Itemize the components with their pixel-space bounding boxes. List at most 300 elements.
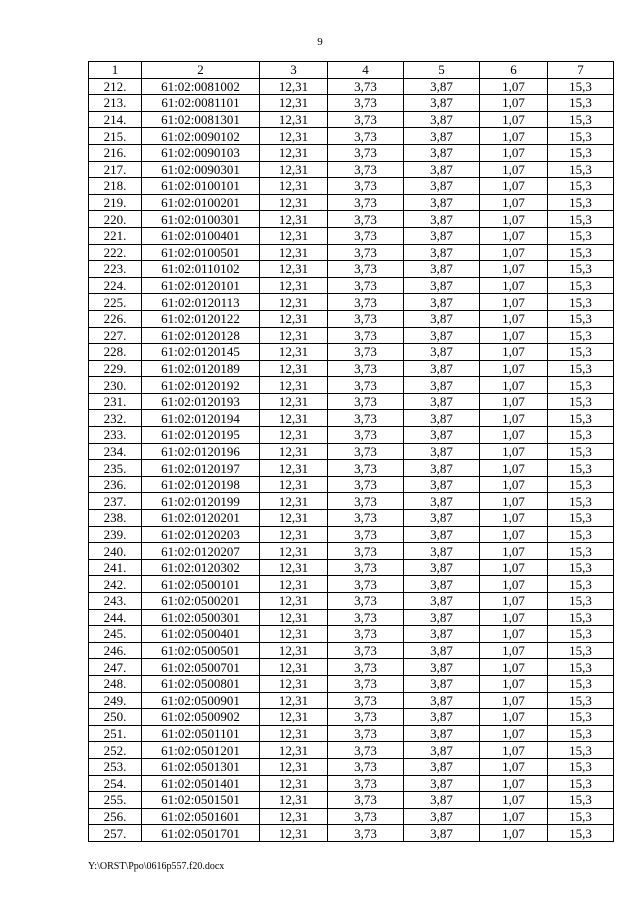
table-cell: 12,31 bbox=[260, 277, 328, 294]
table-cell: 15,3 bbox=[548, 808, 614, 825]
table-row bbox=[89, 593, 614, 610]
table-cell: 1,07 bbox=[480, 775, 548, 792]
table-cell: 3,87 bbox=[404, 294, 480, 311]
table-cell: 61:02:0081002 bbox=[142, 78, 260, 95]
table-cell: 15,3 bbox=[548, 775, 614, 792]
table-cell: 12,31 bbox=[260, 460, 328, 477]
table-cell: 1,07 bbox=[480, 310, 548, 327]
table-cell: 1,07 bbox=[480, 659, 548, 676]
table-cell: 3,87 bbox=[404, 543, 480, 560]
table-cell: 12,31 bbox=[260, 161, 328, 178]
table-cell: 15,3 bbox=[548, 642, 614, 659]
table-row bbox=[89, 111, 614, 128]
table-cell: 61:02:0090102 bbox=[142, 128, 260, 145]
table-row bbox=[89, 825, 614, 842]
table-row bbox=[89, 559, 614, 576]
table-cell: 12,31 bbox=[260, 476, 328, 493]
table-cell: 1,07 bbox=[480, 626, 548, 643]
table-cell: 1,07 bbox=[480, 178, 548, 195]
table-cell: 1,07 bbox=[480, 742, 548, 759]
table-cell: 3,73 bbox=[328, 277, 404, 294]
table-cell: 1,07 bbox=[480, 227, 548, 244]
table-cell: 1,07 bbox=[480, 393, 548, 410]
table-cell: 61:02:0120195 bbox=[142, 427, 260, 444]
table-cell: 247. bbox=[89, 659, 142, 676]
table-cell: 3,87 bbox=[404, 427, 480, 444]
table-cell: 3,73 bbox=[328, 310, 404, 327]
table-row bbox=[89, 609, 614, 626]
table-cell: 213. bbox=[89, 95, 142, 112]
table-cell: 3,73 bbox=[328, 543, 404, 560]
table-cell: 15,3 bbox=[548, 725, 614, 742]
table-cell: 12,31 bbox=[260, 775, 328, 792]
table-cell: 1,07 bbox=[480, 128, 548, 145]
table-cell: 3,87 bbox=[404, 95, 480, 112]
table-cell: 3,73 bbox=[328, 692, 404, 709]
table-cell: 249. bbox=[89, 692, 142, 709]
table-cell: 12,31 bbox=[260, 95, 328, 112]
table-cell: 3,87 bbox=[404, 758, 480, 775]
table-cell: 12,31 bbox=[260, 294, 328, 311]
table-cell: 228. bbox=[89, 344, 142, 361]
table-row bbox=[89, 493, 614, 510]
table-row bbox=[89, 161, 614, 178]
table-cell: 3,87 bbox=[404, 609, 480, 626]
table-cell: 12,31 bbox=[260, 559, 328, 576]
table-cell: 61:02:0501301 bbox=[142, 758, 260, 775]
table-cell: 3,73 bbox=[328, 244, 404, 261]
table-cell: 15,3 bbox=[548, 758, 614, 775]
table-cell: 3,73 bbox=[328, 144, 404, 161]
table-cell: 1,07 bbox=[480, 95, 548, 112]
table-cell: 15,3 bbox=[548, 609, 614, 626]
table-cell: 3,73 bbox=[328, 460, 404, 477]
table-cell: 15,3 bbox=[548, 593, 614, 610]
column-header: 6 bbox=[480, 62, 548, 79]
table-cell: 61:02:0500101 bbox=[142, 576, 260, 593]
table-cell: 3,87 bbox=[404, 128, 480, 145]
table-cell: 3,73 bbox=[328, 178, 404, 195]
table-cell: 15,3 bbox=[548, 95, 614, 112]
table-cell: 3,73 bbox=[328, 758, 404, 775]
table-cell: 3,73 bbox=[328, 427, 404, 444]
table-cell: 3,87 bbox=[404, 261, 480, 278]
table-cell: 3,73 bbox=[328, 128, 404, 145]
table-cell: 1,07 bbox=[480, 443, 548, 460]
table-cell: 215. bbox=[89, 128, 142, 145]
table-cell: 61:02:0500901 bbox=[142, 692, 260, 709]
table-cell: 61:02:0100201 bbox=[142, 194, 260, 211]
table-cell: 3,87 bbox=[404, 493, 480, 510]
table-cell: 3,73 bbox=[328, 659, 404, 676]
table-cell: 3,73 bbox=[328, 808, 404, 825]
table-cell: 239. bbox=[89, 526, 142, 543]
table-row bbox=[89, 725, 614, 742]
table-cell: 245. bbox=[89, 626, 142, 643]
table-cell: 61:02:0501701 bbox=[142, 825, 260, 842]
table-cell: 3,87 bbox=[404, 808, 480, 825]
table-cell: 1,07 bbox=[480, 476, 548, 493]
table-cell: 1,07 bbox=[480, 377, 548, 394]
table-cell: 15,3 bbox=[548, 493, 614, 510]
table-cell: 61:02:0501101 bbox=[142, 725, 260, 742]
table-cell: 3,73 bbox=[328, 775, 404, 792]
table-cell: 1,07 bbox=[480, 808, 548, 825]
table-cell: 61:02:0120302 bbox=[142, 559, 260, 576]
table-cell: 61:02:0110102 bbox=[142, 261, 260, 278]
table-cell: 61:02:0120194 bbox=[142, 410, 260, 427]
table-cell: 221. bbox=[89, 227, 142, 244]
table-cell: 15,3 bbox=[548, 78, 614, 95]
table-cell: 219. bbox=[89, 194, 142, 211]
table-cell: 15,3 bbox=[548, 294, 614, 311]
table-cell: 12,31 bbox=[260, 576, 328, 593]
table-cell: 1,07 bbox=[480, 609, 548, 626]
table-cell: 3,87 bbox=[404, 559, 480, 576]
table-cell: 61:02:0120189 bbox=[142, 360, 260, 377]
table-cell: 3,87 bbox=[404, 310, 480, 327]
table-cell: 12,31 bbox=[260, 758, 328, 775]
table-cell: 1,07 bbox=[480, 675, 548, 692]
table-cell: 15,3 bbox=[548, 128, 614, 145]
table-cell: 229. bbox=[89, 360, 142, 377]
table-cell: 12,31 bbox=[260, 144, 328, 161]
table-row bbox=[89, 758, 614, 775]
table-cell: 3,87 bbox=[404, 709, 480, 726]
column-header: 2 bbox=[142, 62, 260, 79]
table-cell: 15,3 bbox=[548, 144, 614, 161]
table-cell: 12,31 bbox=[260, 675, 328, 692]
table-cell: 3,73 bbox=[328, 526, 404, 543]
table-row bbox=[89, 792, 614, 809]
table-cell: 248. bbox=[89, 675, 142, 692]
table-cell: 15,3 bbox=[548, 427, 614, 444]
table-cell: 12,31 bbox=[260, 310, 328, 327]
table-row bbox=[89, 476, 614, 493]
table-cell: 3,87 bbox=[404, 410, 480, 427]
table-cell: 1,07 bbox=[480, 758, 548, 775]
table-cell: 3,87 bbox=[404, 344, 480, 361]
table-row bbox=[89, 543, 614, 560]
table-cell: 61:02:0120196 bbox=[142, 443, 260, 460]
table-cell: 12,31 bbox=[260, 626, 328, 643]
table-row bbox=[89, 775, 614, 792]
table-cell: 12,31 bbox=[260, 393, 328, 410]
table-row bbox=[89, 360, 614, 377]
table-row bbox=[89, 95, 614, 112]
table-row bbox=[89, 460, 614, 477]
table-row bbox=[89, 626, 614, 643]
table-cell: 246. bbox=[89, 642, 142, 659]
table-row bbox=[89, 642, 614, 659]
table-cell: 61:02:0500401 bbox=[142, 626, 260, 643]
table-cell: 3,87 bbox=[404, 111, 480, 128]
table-cell: 236. bbox=[89, 476, 142, 493]
table-cell: 15,3 bbox=[548, 277, 614, 294]
table-cell: 12,31 bbox=[260, 261, 328, 278]
table-cell: 3,87 bbox=[404, 460, 480, 477]
table-cell: 1,07 bbox=[480, 244, 548, 261]
table-cell: 12,31 bbox=[260, 526, 328, 543]
table-cell: 15,3 bbox=[548, 543, 614, 560]
table-cell: 3,87 bbox=[404, 393, 480, 410]
table-cell: 232. bbox=[89, 410, 142, 427]
table-cell: 12,31 bbox=[260, 792, 328, 809]
table-cell: 1,07 bbox=[480, 559, 548, 576]
table-cell: 3,87 bbox=[404, 360, 480, 377]
table-cell: 218. bbox=[89, 178, 142, 195]
table-cell: 61:02:0501601 bbox=[142, 808, 260, 825]
table-cell: 15,3 bbox=[548, 559, 614, 576]
table-cell: 61:02:0100301 bbox=[142, 211, 260, 228]
table-cell: 227. bbox=[89, 327, 142, 344]
table-cell: 61:02:0081301 bbox=[142, 111, 260, 128]
table-cell: 12,31 bbox=[260, 78, 328, 95]
table-cell: 3,87 bbox=[404, 178, 480, 195]
table-cell: 1,07 bbox=[480, 493, 548, 510]
table-cell: 15,3 bbox=[548, 327, 614, 344]
table-cell: 61:02:0120197 bbox=[142, 460, 260, 477]
table-cell: 15,3 bbox=[548, 194, 614, 211]
table-cell: 3,73 bbox=[328, 360, 404, 377]
table-cell: 233. bbox=[89, 427, 142, 444]
table-cell: 12,31 bbox=[260, 692, 328, 709]
table-cell: 254. bbox=[89, 775, 142, 792]
table-cell: 12,31 bbox=[260, 593, 328, 610]
table-cell: 12,31 bbox=[260, 327, 328, 344]
table-cell: 3,73 bbox=[328, 609, 404, 626]
column-header: 4 bbox=[328, 62, 404, 79]
table-cell: 61:02:0100501 bbox=[142, 244, 260, 261]
table-cell: 3,87 bbox=[404, 327, 480, 344]
table-cell: 1,07 bbox=[480, 78, 548, 95]
table-cell: 3,73 bbox=[328, 642, 404, 659]
table-cell: 61:02:0120201 bbox=[142, 510, 260, 527]
table-cell: 15,3 bbox=[548, 227, 614, 244]
table-row bbox=[89, 410, 614, 427]
table-cell: 216. bbox=[89, 144, 142, 161]
table-cell: 61:02:0500701 bbox=[142, 659, 260, 676]
table-cell: 3,87 bbox=[404, 144, 480, 161]
table-row bbox=[89, 510, 614, 527]
table-cell: 255. bbox=[89, 792, 142, 809]
table-row bbox=[89, 709, 614, 726]
table-cell: 1,07 bbox=[480, 194, 548, 211]
table-cell: 3,73 bbox=[328, 792, 404, 809]
table-cell: 1,07 bbox=[480, 725, 548, 742]
footer-file-path: Y:\ORST\Ppo\0616p557.f20.docx bbox=[88, 861, 225, 872]
table-cell: 61:02:0120207 bbox=[142, 543, 260, 560]
table-cell: 61:02:0120193 bbox=[142, 393, 260, 410]
table-row bbox=[89, 443, 614, 460]
table-cell: 252. bbox=[89, 742, 142, 759]
table-cell: 1,07 bbox=[480, 410, 548, 427]
table-cell: 61:02:0501401 bbox=[142, 775, 260, 792]
table-cell: 15,3 bbox=[548, 393, 614, 410]
table-row bbox=[89, 427, 614, 444]
table-cell: 3,73 bbox=[328, 393, 404, 410]
table-cell: 15,3 bbox=[548, 510, 614, 527]
table-cell: 1,07 bbox=[480, 576, 548, 593]
table-cell: 1,07 bbox=[480, 825, 548, 842]
table-cell: 15,3 bbox=[548, 360, 614, 377]
table-cell: 15,3 bbox=[548, 675, 614, 692]
table-cell: 15,3 bbox=[548, 526, 614, 543]
table-cell: 1,07 bbox=[480, 144, 548, 161]
column-header: 1 bbox=[89, 62, 142, 79]
table-cell: 12,31 bbox=[260, 244, 328, 261]
table-cell: 15,3 bbox=[548, 792, 614, 809]
table-cell: 3,87 bbox=[404, 659, 480, 676]
table-cell: 1,07 bbox=[480, 161, 548, 178]
table-cell: 3,73 bbox=[328, 227, 404, 244]
table-cell: 15,3 bbox=[548, 178, 614, 195]
table-cell: 214. bbox=[89, 111, 142, 128]
table-row bbox=[89, 178, 614, 195]
table-cell: 1,07 bbox=[480, 294, 548, 311]
table-cell: 237. bbox=[89, 493, 142, 510]
table-row bbox=[89, 692, 614, 709]
table-cell: 3,87 bbox=[404, 593, 480, 610]
table-cell: 15,3 bbox=[548, 576, 614, 593]
table-cell: 3,73 bbox=[328, 510, 404, 527]
table-cell: 3,87 bbox=[404, 510, 480, 527]
table-cell: 61:02:0120203 bbox=[142, 526, 260, 543]
table-cell: 61:02:0501201 bbox=[142, 742, 260, 759]
table-cell: 15,3 bbox=[548, 709, 614, 726]
table-cell: 12,31 bbox=[260, 510, 328, 527]
column-header: 5 bbox=[404, 62, 480, 79]
table-cell: 3,87 bbox=[404, 792, 480, 809]
table-row bbox=[89, 261, 614, 278]
table-cell: 15,3 bbox=[548, 244, 614, 261]
table-cell: 12,31 bbox=[260, 111, 328, 128]
table-row bbox=[89, 294, 614, 311]
page-number: 9 bbox=[317, 36, 323, 48]
table-cell: 15,3 bbox=[548, 626, 614, 643]
table-cell: 253. bbox=[89, 758, 142, 775]
table-cell: 225. bbox=[89, 294, 142, 311]
table-cell: 15,3 bbox=[548, 443, 614, 460]
table-cell: 1,07 bbox=[480, 360, 548, 377]
table-row bbox=[89, 576, 614, 593]
table-cell: 240. bbox=[89, 543, 142, 560]
table-cell: 61:02:0090103 bbox=[142, 144, 260, 161]
table-cell: 3,73 bbox=[328, 675, 404, 692]
table-cell: 15,3 bbox=[548, 261, 614, 278]
table-cell: 1,07 bbox=[480, 526, 548, 543]
table-cell: 15,3 bbox=[548, 344, 614, 361]
table-cell: 61:02:0120199 bbox=[142, 493, 260, 510]
table-cell: 3,73 bbox=[328, 476, 404, 493]
table-cell: 61:02:0090301 bbox=[142, 161, 260, 178]
table-cell: 15,3 bbox=[548, 161, 614, 178]
table-cell: 61:02:0500801 bbox=[142, 675, 260, 692]
table-cell: 1,07 bbox=[480, 111, 548, 128]
table-cell: 3,87 bbox=[404, 377, 480, 394]
table-cell: 15,3 bbox=[548, 310, 614, 327]
table-cell: 3,87 bbox=[404, 725, 480, 742]
table-cell: 3,73 bbox=[328, 194, 404, 211]
table-cell: 1,07 bbox=[480, 427, 548, 444]
table-cell: 12,31 bbox=[260, 825, 328, 842]
table-row bbox=[89, 211, 614, 228]
table-cell: 12,31 bbox=[260, 543, 328, 560]
table-cell: 15,3 bbox=[548, 742, 614, 759]
table-cell: 3,73 bbox=[328, 576, 404, 593]
table-cell: 61:02:0120192 bbox=[142, 377, 260, 394]
table-cell: 12,31 bbox=[260, 427, 328, 444]
table-cell: 1,07 bbox=[480, 709, 548, 726]
table-cell: 257. bbox=[89, 825, 142, 842]
table-cell: 12,31 bbox=[260, 344, 328, 361]
table-cell: 61:02:0120113 bbox=[142, 294, 260, 311]
table-cell: 61:02:0500501 bbox=[142, 642, 260, 659]
table-cell: 3,87 bbox=[404, 277, 480, 294]
table-cell: 1,07 bbox=[480, 692, 548, 709]
table-cell: 226. bbox=[89, 310, 142, 327]
table-cell: 15,3 bbox=[548, 825, 614, 842]
table-cell: 235. bbox=[89, 460, 142, 477]
table-cell: 12,31 bbox=[260, 360, 328, 377]
table-cell: 3,87 bbox=[404, 526, 480, 543]
table-cell: 61:02:0500902 bbox=[142, 709, 260, 726]
table-cell: 3,73 bbox=[328, 443, 404, 460]
table-cell: 12,31 bbox=[260, 493, 328, 510]
table-cell: 3,73 bbox=[328, 111, 404, 128]
table-cell: 223. bbox=[89, 261, 142, 278]
table-cell: 3,87 bbox=[404, 78, 480, 95]
data-table bbox=[88, 61, 614, 842]
table-cell: 230. bbox=[89, 377, 142, 394]
table-cell: 3,87 bbox=[404, 244, 480, 261]
table-cell: 3,73 bbox=[328, 344, 404, 361]
table-cell: 234. bbox=[89, 443, 142, 460]
column-header: 3 bbox=[260, 62, 328, 79]
table-cell: 222. bbox=[89, 244, 142, 261]
table-cell: 15,3 bbox=[548, 460, 614, 477]
table-cell: 12,31 bbox=[260, 211, 328, 228]
table-cell: 3,87 bbox=[404, 825, 480, 842]
table-cell: 61:02:0500301 bbox=[142, 609, 260, 626]
table-cell: 12,31 bbox=[260, 377, 328, 394]
column-header: 7 bbox=[548, 62, 614, 79]
table-cell: 238. bbox=[89, 510, 142, 527]
table-cell: 12,31 bbox=[260, 194, 328, 211]
table-cell: 3,73 bbox=[328, 825, 404, 842]
table-cell: 12,31 bbox=[260, 609, 328, 626]
table-cell: 3,73 bbox=[328, 261, 404, 278]
table-cell: 12,31 bbox=[260, 178, 328, 195]
table-cell: 61:02:0120101 bbox=[142, 277, 260, 294]
table-cell: 3,87 bbox=[404, 742, 480, 759]
table-cell: 220. bbox=[89, 211, 142, 228]
table-row bbox=[89, 277, 614, 294]
table-row bbox=[89, 742, 614, 759]
table-cell: 15,3 bbox=[548, 377, 614, 394]
table-row bbox=[89, 526, 614, 543]
table-cell: 3,87 bbox=[404, 161, 480, 178]
table-cell: 3,87 bbox=[404, 576, 480, 593]
table-cell: 3,87 bbox=[404, 476, 480, 493]
table-header-row bbox=[89, 62, 614, 79]
table-cell: 3,73 bbox=[328, 410, 404, 427]
table-cell: 3,87 bbox=[404, 211, 480, 228]
table-cell: 212. bbox=[89, 78, 142, 95]
table-cell: 61:02:0081101 bbox=[142, 95, 260, 112]
table-cell: 1,07 bbox=[480, 510, 548, 527]
table-cell: 3,73 bbox=[328, 377, 404, 394]
